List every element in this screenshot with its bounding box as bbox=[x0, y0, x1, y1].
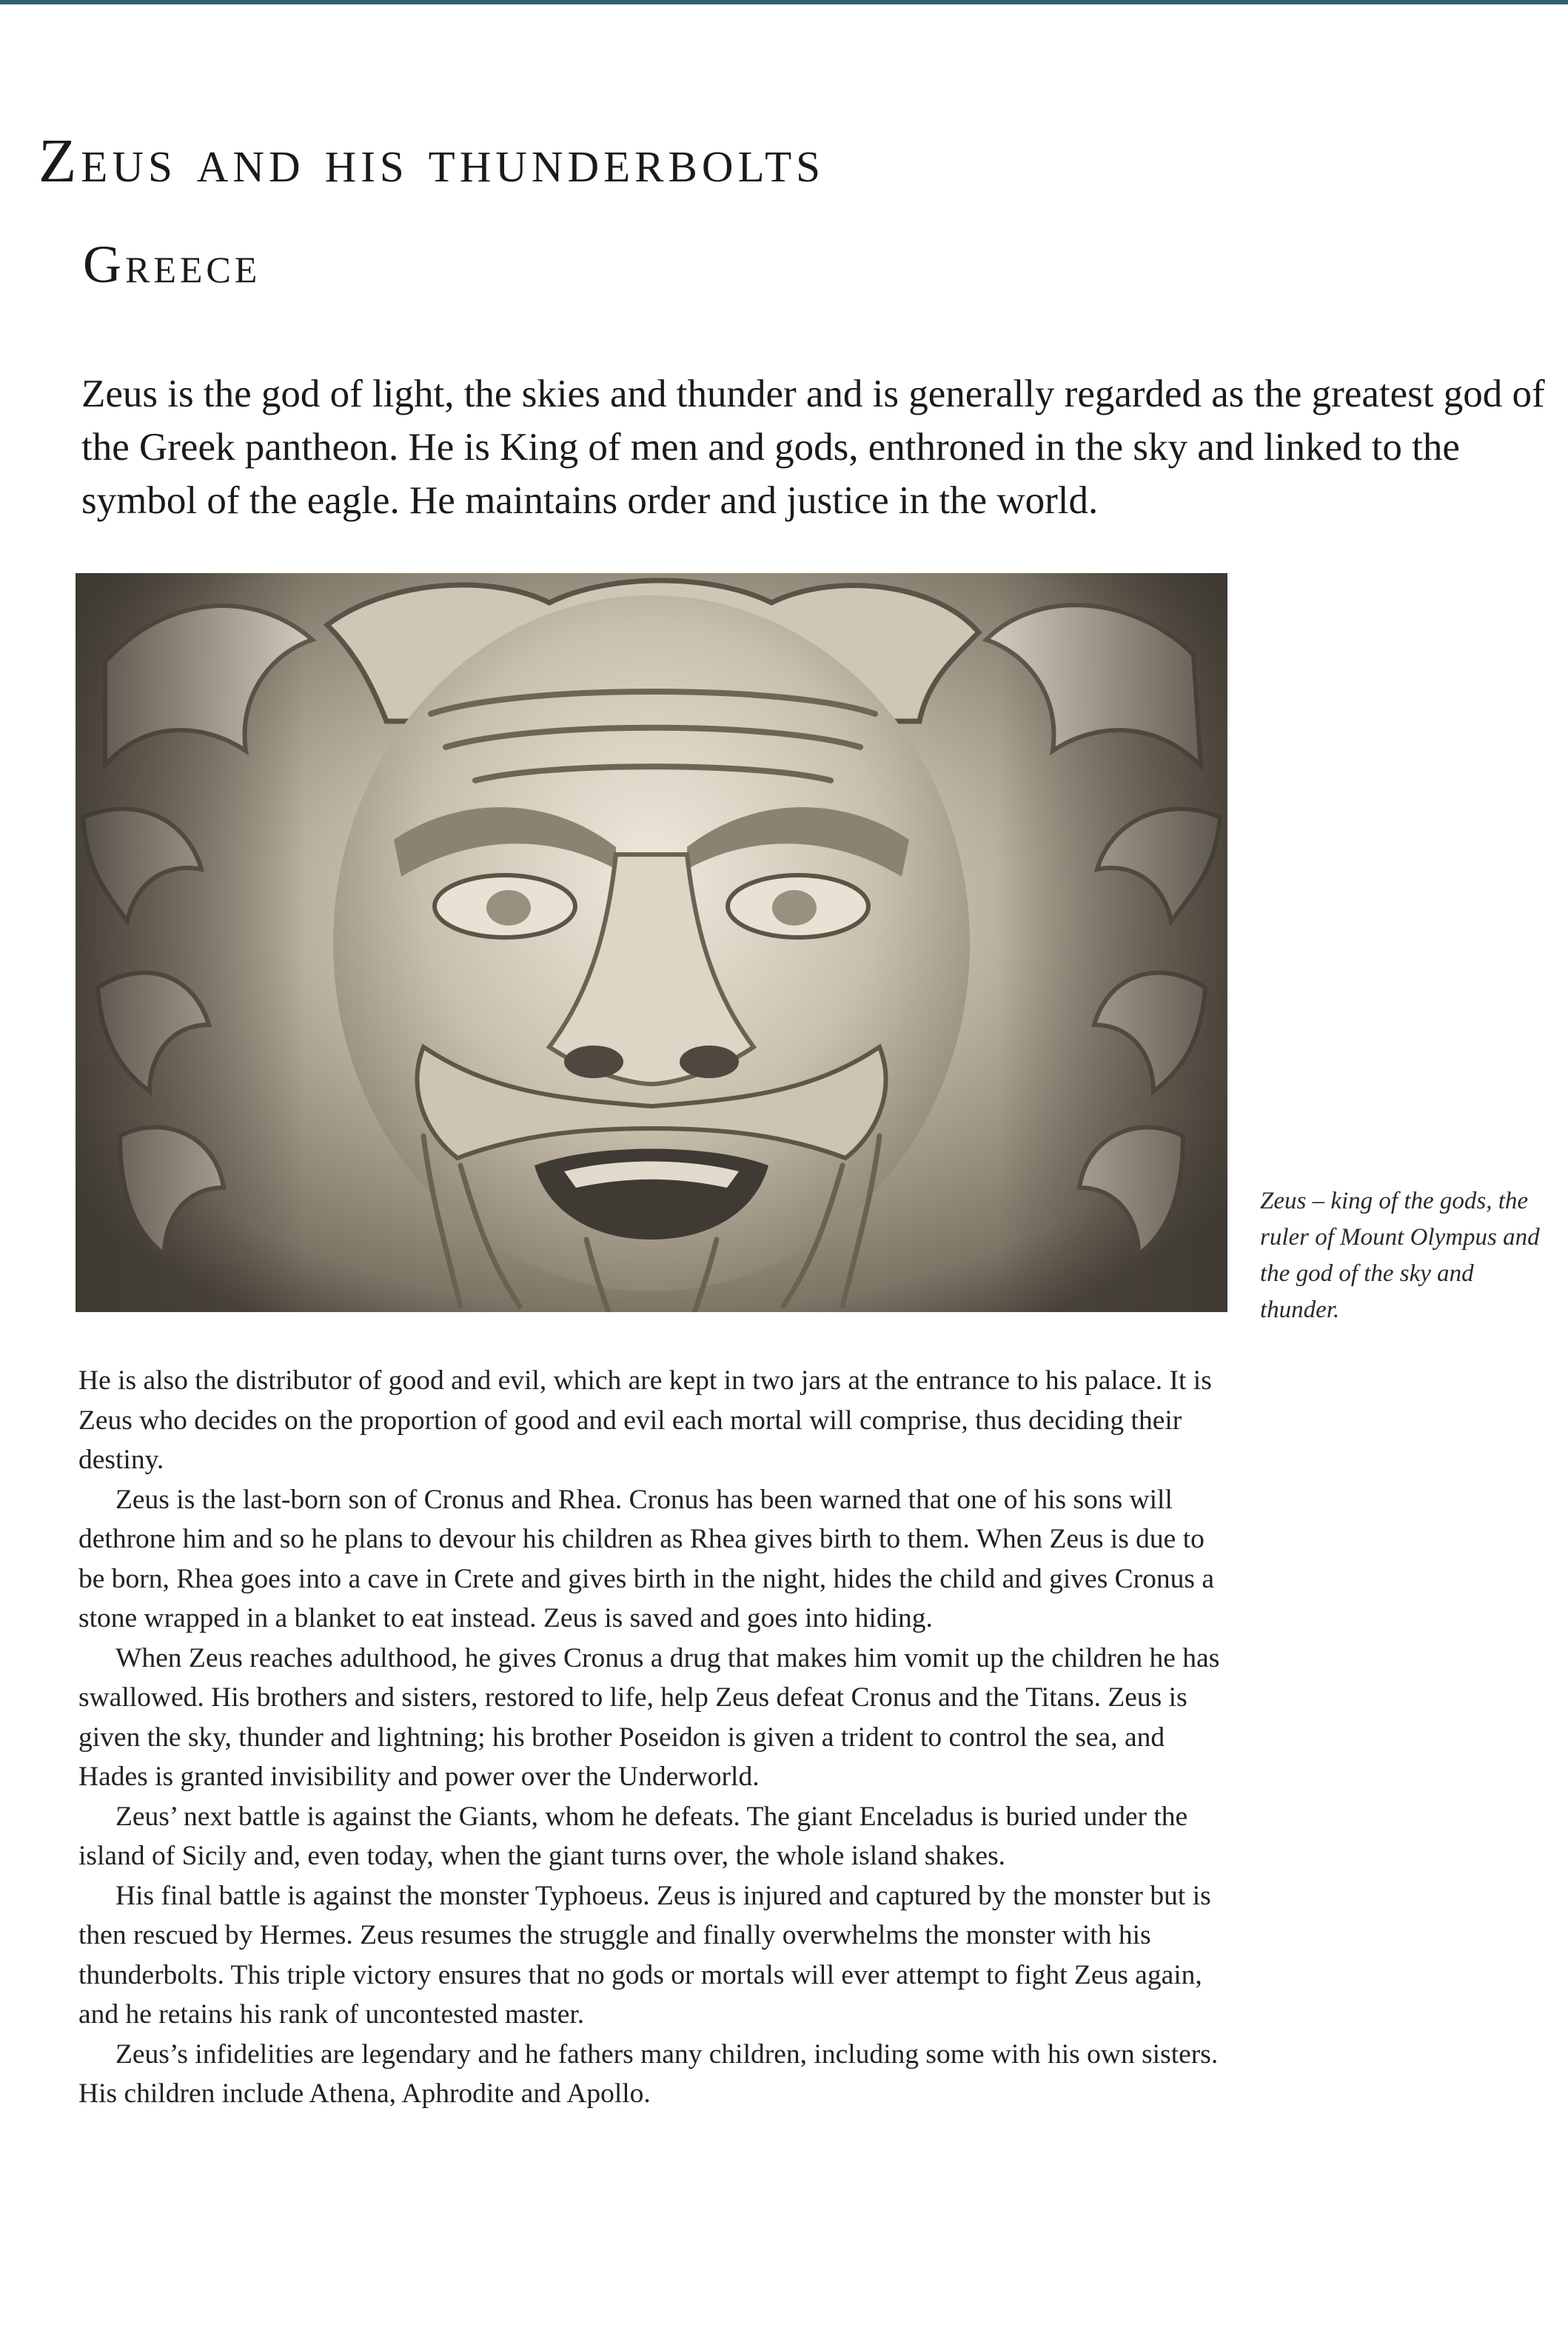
body-paragraph: When Zeus reaches adulthood, he gives Cronus a drug that makes him vomit up the children he has swallowed. His brothers and sisters, restored to life, help Zeus defeat Cronus and the Titans. Zeus is given the sky, thunder and lightning; his brother Poseidon is given a trident to control the sea, and Hades is granted invisibility and power over the Underworld. bbox=[78, 1642, 1220, 1792]
article-body bbox=[78, 1361, 1233, 2114]
intro-paragraph: Zeus is the god of light, the skies and thunder and is generally regarded as the greatest god of the Greek pantheon. He is King of men and gods, enthroned in the sky and linked to the symbol of the eagle. He maintains order and justice in the world. bbox=[81, 372, 1545, 522]
body-paragraph: Zeus is the last-born son of Cronus and Rhea. Cronus has been warned that one of his sons will dethrone him and so he plans to devour his children as Rhea gives birth to them. When Zeus is due to be born, Rhea goes into a cave in Crete and gives birth in the night, hides the child and gives Cronus a stone wrapped in a blanket to eat instead. Zeus is saved and goes into hiding. bbox=[78, 1484, 1215, 1633]
page-subtitle: Greece bbox=[83, 235, 261, 294]
body-paragraph: His final battle is against the monster Typhoeus. Zeus is injured and captured by the monster but is then rescued by Hermes. Zeus resumes the struggle and finally overwhelms the monster with his thunderbolts. This triple victory ensures that no gods or mortals will ever attempt to fight Zeus again, and he retains his rank of uncontested master. bbox=[78, 1880, 1211, 2030]
zeus-sculpture-photo bbox=[76, 573, 1227, 1312]
body-paragraph: He is also the distributor of good and evil, which are kept in two jars at the entrance to his palace. It is Zeus who decides on the proportion of good and evil each mortal will comprise, thus deciding their destiny. bbox=[78, 1365, 1212, 1475]
page-title: Zeus and his thunderbolts bbox=[38, 127, 825, 195]
body-paragraph: Zeus’ next battle is against the Giants, whom he defeats. The giant Enceladus is buried under the island of Sicily and, even today, when the giant turns over, the whole island shakes. bbox=[78, 1801, 1188, 1871]
zeus-face-illustration bbox=[76, 573, 1227, 1312]
body-paragraph: Zeus’s infidelities are legendary and he fathers many children, including some with his own sisters. His children include Athena, Aphrodite and Apollo. bbox=[78, 2038, 1219, 2109]
photo-caption: Zeus – king of the gods, the ruler of Mount Olympus and the god of the sky and thunder. bbox=[1260, 1188, 1540, 1323]
top-rule bbox=[0, 0, 1568, 4]
